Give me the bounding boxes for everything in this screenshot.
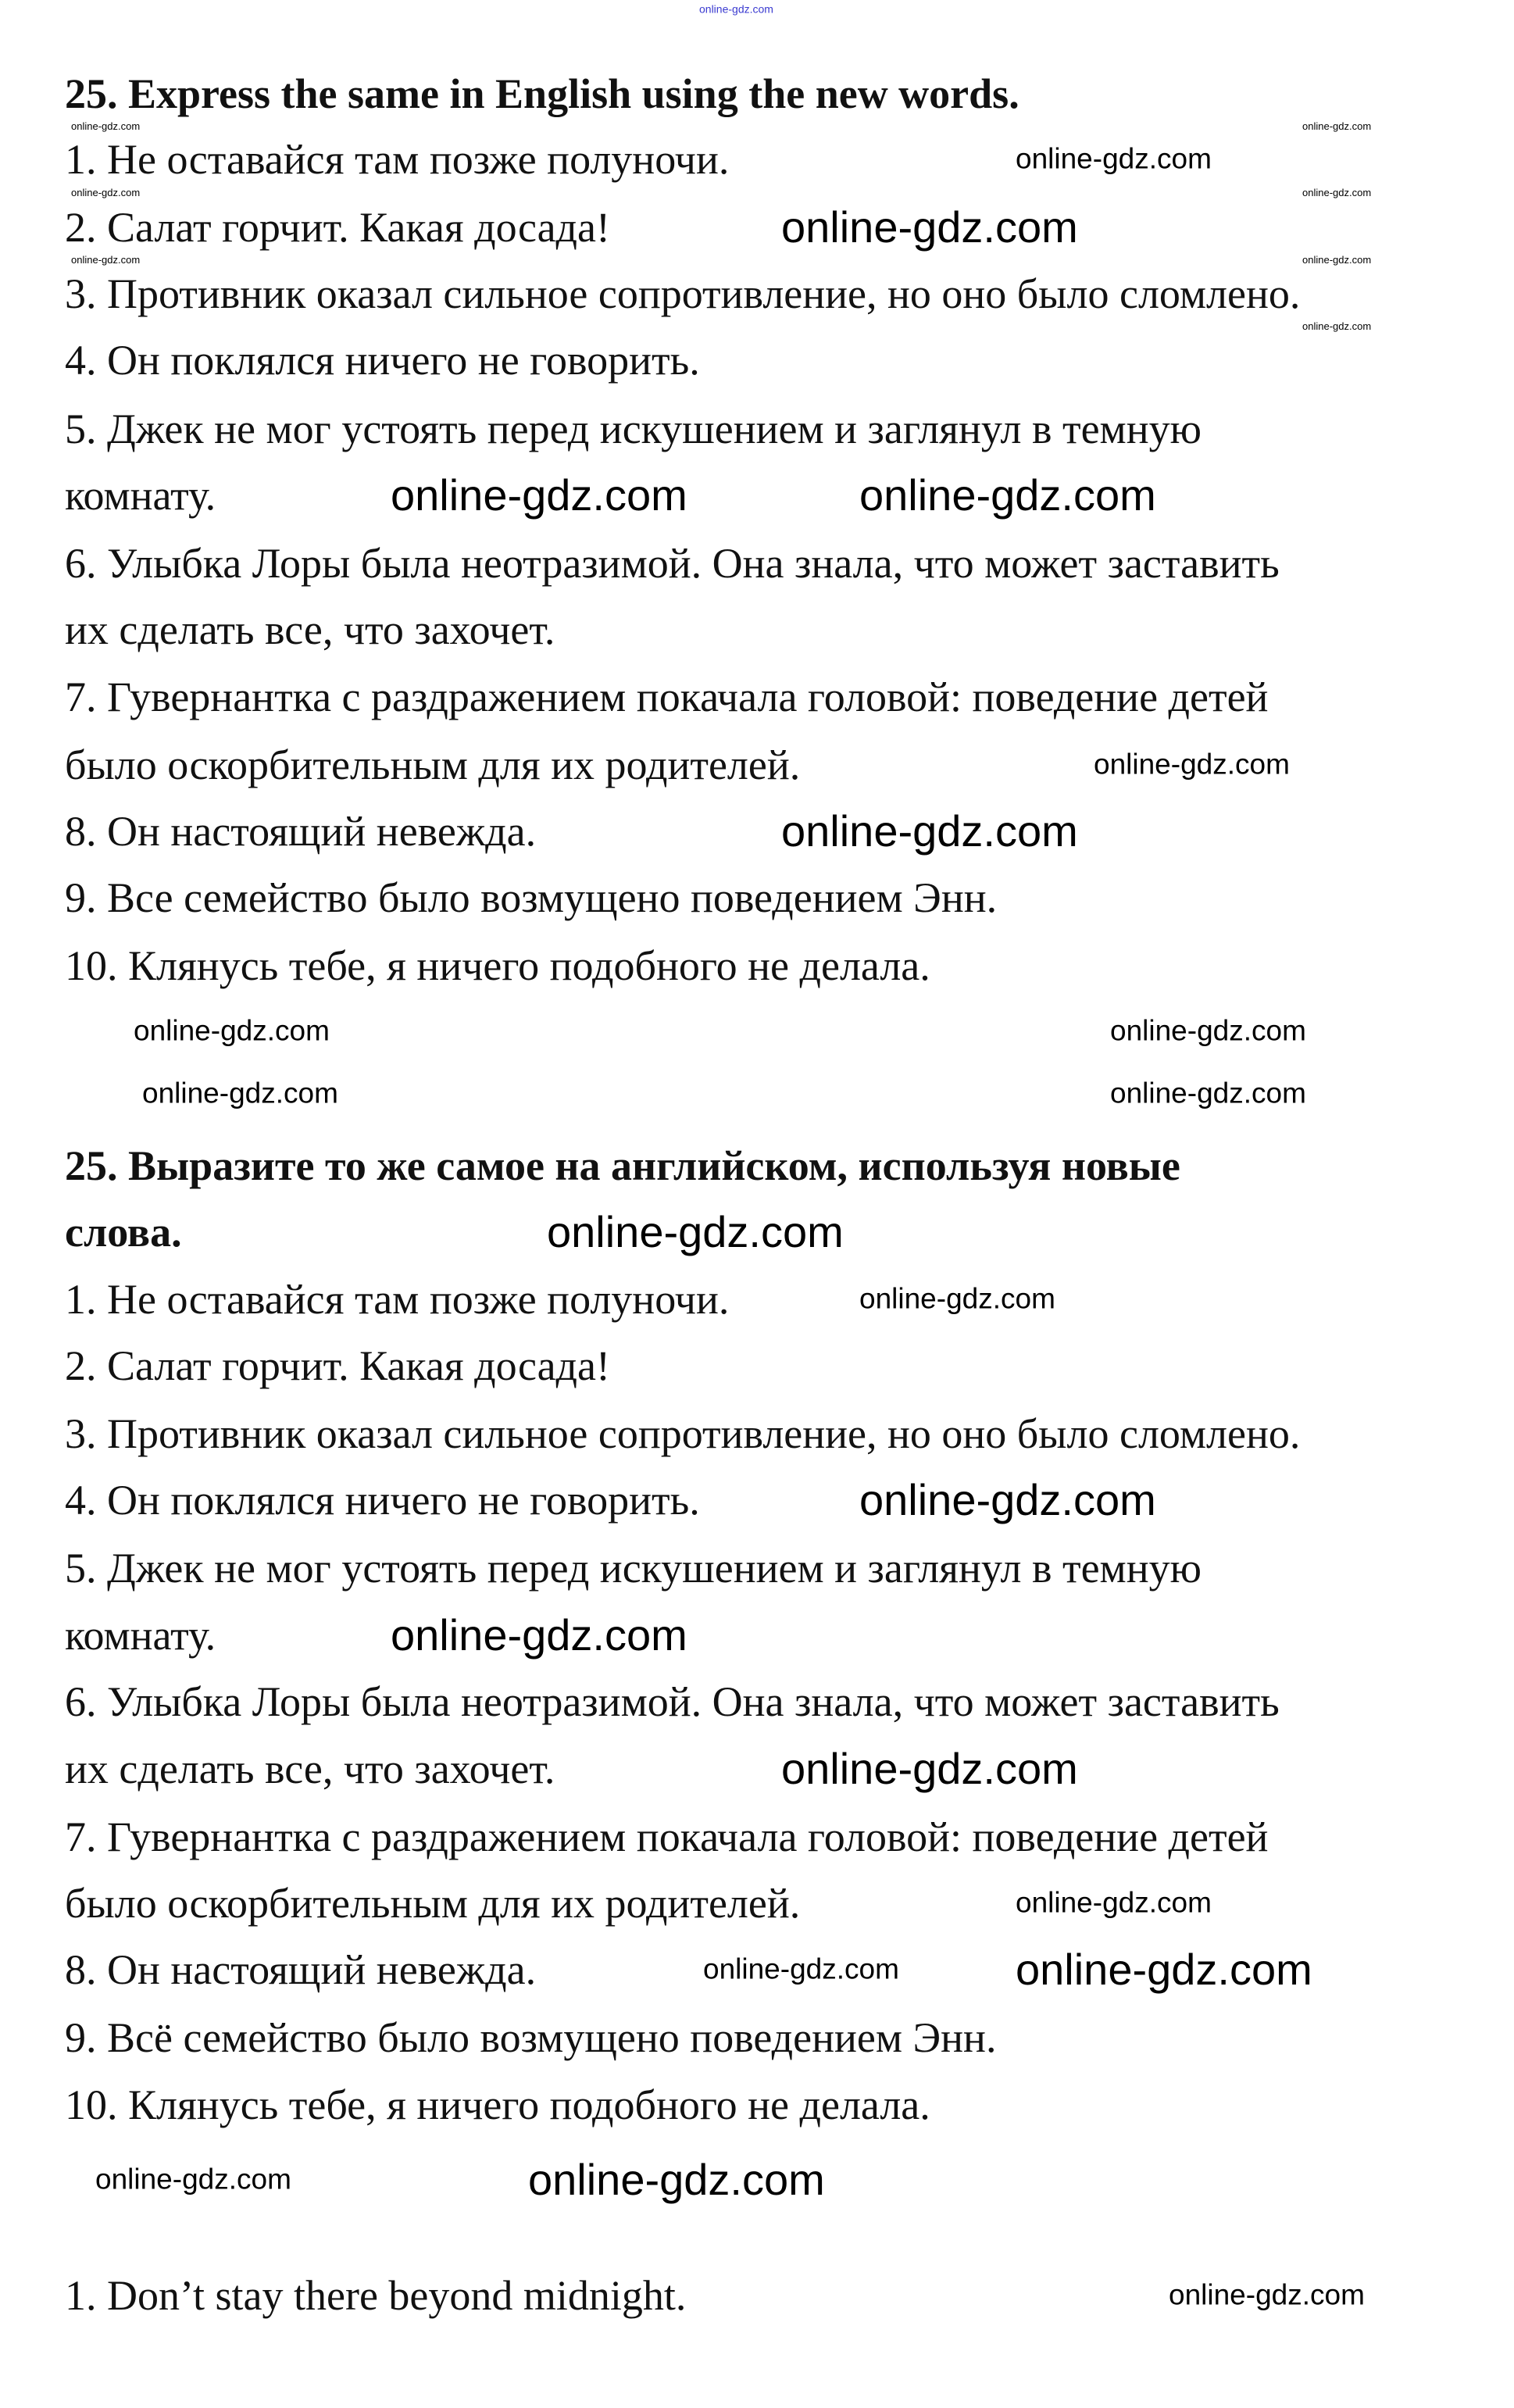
watermark: online-gdz.com <box>1016 1886 1212 1919</box>
watermark: online-gdz.com <box>781 806 1078 856</box>
list-item: 3. Противник оказал сильное сопротивление, но оно было сломлено. <box>65 1410 1301 1457</box>
exercise-heading-en: 25. Express the same in English using the new words. <box>65 70 1019 117</box>
watermark: online-gdz.com <box>781 202 1078 252</box>
list-item: 9. Все семейство было возмущено поведением Энн. <box>65 874 998 921</box>
list-item: 8. Он настоящий невежда. <box>65 808 537 855</box>
watermark: online-gdz.com <box>71 253 141 266</box>
answer-item: 1. Don’t stay there beyond midnight. <box>65 2272 687 2319</box>
list-item: 6. Улыбка Лоры была неотразимой. Она знала, что может заставить <box>65 540 1280 587</box>
list-item: их сделать все, что захочет. <box>65 606 555 653</box>
list-item: 3. Противник оказал сильное сопротивление, но оно было сломлено. <box>65 270 1301 317</box>
watermark: online-gdz.com <box>1302 253 1372 266</box>
watermark: online-gdz.com <box>71 186 141 198</box>
watermark: online-gdz.com <box>1094 748 1290 781</box>
list-item: 9. Всё семейство было возмущено поведением Энн. <box>65 2014 997 2061</box>
watermark: online-gdz.com <box>859 1282 1055 1315</box>
watermark: online-gdz.com <box>1110 1077 1306 1109</box>
list-item: 6. Улыбка Лоры была неотразимой. Она знала, что может заставить <box>65 1678 1280 1725</box>
exercise-heading-ru: 25. Выразите то же самое на английском, используя новые <box>65 1142 1180 1189</box>
list-item: комнату. <box>65 472 216 519</box>
list-item: 7. Гувернантка с раздражением покачала головой: поведение детей <box>65 1813 1269 1860</box>
watermark: online-gdz.com <box>1016 1945 1312 1995</box>
watermark: online-gdz.com <box>703 1952 899 1985</box>
list-item: 7. Гувернантка с раздражением покачала головой: поведение детей <box>65 673 1269 720</box>
list-item: 2. Салат горчит. Какая досада! <box>65 204 610 251</box>
watermark: online-gdz.com <box>1169 2278 1365 2311</box>
watermark: online-gdz.com <box>71 120 141 132</box>
list-item: комнату. <box>65 1612 216 1659</box>
watermark: online-gdz.com <box>528 2155 825 2205</box>
watermark: online-gdz.com <box>95 2163 291 2195</box>
watermark: online-gdz.com <box>699 2 773 16</box>
watermark: online-gdz.com <box>1302 120 1372 132</box>
list-item: 5. Джек не мог устоять перед искушением и заглянул в темную <box>65 406 1202 452</box>
watermark: online-gdz.com <box>1302 186 1372 198</box>
watermark: online-gdz.com <box>859 470 1156 520</box>
watermark: online-gdz.com <box>547 1207 844 1257</box>
exercise-heading-ru-cont: слова. <box>65 1209 182 1256</box>
list-item: 4. Он поклялся ничего не говорить. <box>65 1477 700 1524</box>
watermark: online-gdz.com <box>391 1610 687 1660</box>
list-item: было оскорбительным для их родителей. <box>65 741 801 788</box>
list-item: 4. Он поклялся ничего не говорить. <box>65 337 700 384</box>
list-item: 10. Клянусь тебе, я ничего подобного не делала. <box>65 942 930 989</box>
watermark: online-gdz.com <box>391 470 687 520</box>
list-item: 5. Джек не мог устоять перед искушением и заглянул в темную <box>65 1545 1202 1592</box>
watermark: online-gdz.com <box>134 1014 330 1047</box>
watermark: online-gdz.com <box>142 1077 338 1109</box>
list-item: 8. Он настоящий невежда. <box>65 1946 537 1993</box>
watermark: online-gdz.com <box>1302 320 1372 332</box>
list-item: 1. Не оставайся там позже полуночи. <box>65 1276 730 1323</box>
list-item: 1. Не оставайся там позже полуночи. <box>65 136 730 183</box>
list-item: их сделать все, что захочет. <box>65 1745 555 1792</box>
watermark: online-gdz.com <box>781 1744 1078 1794</box>
list-item: 2. Салат горчит. Какая досада! <box>65 1342 610 1389</box>
list-item: было оскорбительным для их родителей. <box>65 1880 801 1927</box>
list-item: 10. Клянусь тебе, я ничего подобного не делала. <box>65 2081 930 2128</box>
watermark: online-gdz.com <box>859 1475 1156 1525</box>
watermark: online-gdz.com <box>1110 1014 1306 1047</box>
watermark: online-gdz.com <box>1016 142 1212 175</box>
